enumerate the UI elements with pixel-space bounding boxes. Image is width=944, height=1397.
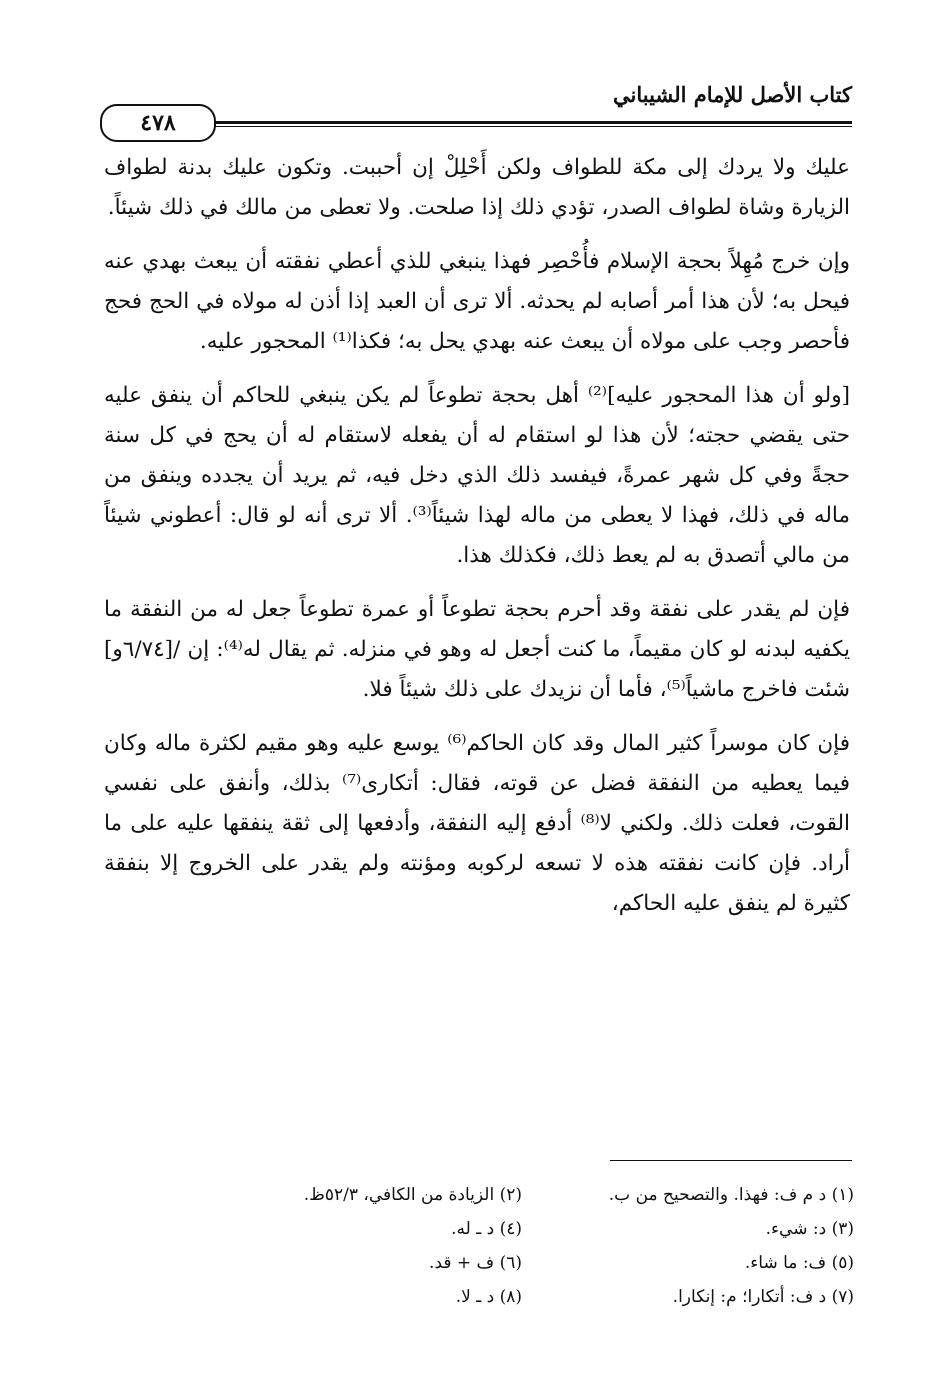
paragraph: فإن كان موسراً كثير المال وقد كان الحاكم⁽⁶⁾ يوسع عليه وهو مقيم لكثرة ماله وكان فيما يعطيه من النفقة فضل عن قوته، فقال: أتكارى⁽⁷⁾ بذلك، وأنفق على نفسي القوت، فعلت ذلك. ولكني لا⁽⁸⁾ أدفع إليه النفقة، وأدفعها إلى ثقة ينفقها عليه على ما أراد. فإن كانت نفقته هذه لا تسعه لركوبه ومؤنته ولم يقدر على الخروج إلا بنفقة كثيرة لم ينفق عليه الحاكم، (104, 731, 850, 916)
paragraph: [ولو أن هذا المحجور عليه]⁽²⁾ أهل بحجة تطوعاً لم يكن ينبغي للحاكم أن ينفق عليه حتى يقضي حجته؛ لأن هذا لو استقام له أن يفعله لاستقام له أن يحج في كل سنة حجةً وفي كل شهر عمرةً، فيفسد ذلك الذي دخل فيه، ثم يريد أن يجدده وينفق من ماله في ذلك، فهذا لا يعطى من ماله لهذا شيئاً⁽³⁾. ألا ترى أنه لو قال: أعطوني شيئاً من مالي أتصدق به لم يعط ذلك، فكذلك هذا. (104, 383, 850, 568)
footnote-1: (١) د م ف: فهذا. والتصحيح من ب. (608, 1185, 854, 1205)
paragraph: عليك ولا يردك إلى مكة للطواف ولكن أَحْلِلْ إن أحببت. وتكون عليك بدنة لطواف الزيارة وشاة لطواف الصدر، تؤدي ذلك إذا صلحت. ولا تعطى من مالك في ذلك شيئاً. (104, 155, 850, 220)
book-title: كتاب الأصل للإمام الشيباني (613, 82, 852, 107)
footnote-4: (٤) د ـ له. (451, 1219, 522, 1239)
main-text (104, 148, 850, 938)
footnote-5: (٥) ف: ما شاء. (744, 1253, 854, 1273)
page-header (100, 82, 852, 136)
footnote-8: (٨) د ـ لا. (455, 1287, 522, 1307)
paragraph: فإن لم يقدر على نفقة وقد أحرم بحجة تطوعاً أو عمرة تطوعاً جعل له من النفقة ما يكفيه لبدنه لو كان مقيماً، ما كنت أجعل له وهو في منزله. ثم يقال له⁽⁴⁾: إن /[٦/٧٤و] شئت فاخرج ماشياً⁽⁵⁾، فأما أن نزيدك على ذلك شيئاً فلا. (104, 597, 850, 702)
footnote-7: (٧) د ف: أتكارا؛ م: إنكارا. (672, 1287, 854, 1307)
footnote-separator (610, 1160, 852, 1161)
footnotes (190, 1178, 854, 1314)
footnote-6: (٦) ف + قد. (429, 1253, 522, 1273)
footnote-2: (٢) الزيادة من الكافي، ٥٢/٣ظ. (303, 1185, 522, 1205)
paragraph: وإن خرج مُهِلاً بحجة الإسلام فأُحْصِر فهذا ينبغي للذي أعطي نفقته أن يبعث بهدي عنه فيحل به؛ لأن هذا أمر أصابه لم يحدثه. ألا ترى أن العبد إذا أذن له مولاه في الحج فحج فأحصر وجب على مولاه أن يبعث عنه بهدي يحل به؛ فكذا⁽¹⁾ المحجور عليه. (104, 249, 850, 354)
page-number-badge: ٤٧٨ (100, 104, 216, 142)
footnote-3: (٣) د: شيء. (765, 1219, 854, 1239)
